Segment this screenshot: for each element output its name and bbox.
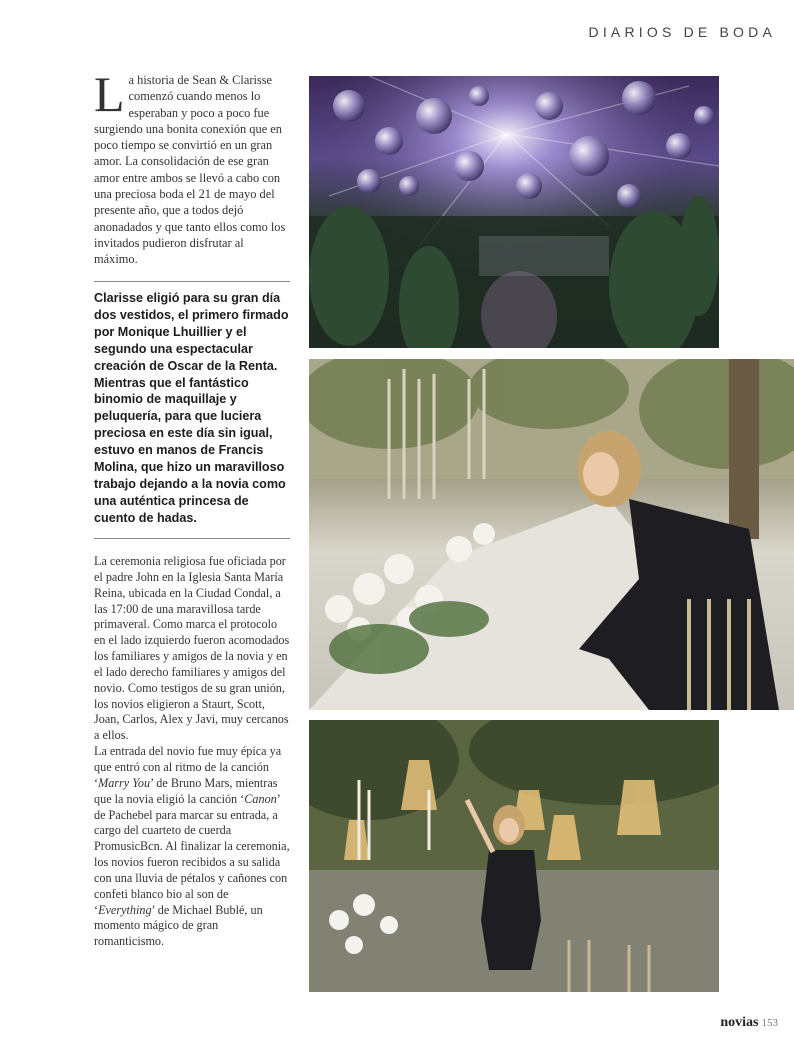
page-footer (720, 1015, 778, 1031)
divider-top (94, 281, 290, 282)
drop-cap: L (94, 66, 125, 122)
body-text-segment: ’ de Bruno Mars, mientras que la novia eligió la canción ‘ (94, 775, 278, 806)
body-text-segment: ’ de Pachebel para marcar su entrada, a cargo del cuarteto de cuerda PromusicBcn. Al finalizar la ceremonia, los novios fueron recibidos a su salida con una lluvia de pétalos y cañones con confeti blanco bio al son de ‘ (94, 791, 290, 917)
photo-chandeliers (309, 720, 719, 992)
body-paragraph-2 (94, 744, 290, 950)
song-title-2: Canon (244, 791, 277, 806)
photo-chandeliers-art (309, 720, 719, 992)
divider-bottom (94, 538, 290, 539)
section-title: DIARIOS DE BODA (588, 24, 776, 40)
song-title-1: Marry You (98, 775, 151, 790)
photo-disco-ceiling (309, 76, 719, 348)
body-text-segment: La entrada del novio fue muy épica ya que entró con al ritmo de la canción ‘ (94, 744, 282, 790)
intro-text: a historia de Sean & Clarisse comenzó cuando menos lo esperaban y poco a poco fue surgiendo una bonita conexión que en poco tiempo se convirtió en un gran amor. La consolidación de ese gran amor entre ambos se llevó a cabo con una preciosa boda el 21 de mayo del presente año, que a todos dejó anonadados y que tanto ellos como los invitados pudieron disfrutar al máximo. (94, 73, 286, 267)
magazine-brand: novias (720, 1015, 759, 1030)
body-text (94, 554, 290, 950)
photo-table-setting (309, 359, 794, 710)
intro-paragraph (94, 66, 290, 268)
page-number: 153 (761, 1017, 778, 1029)
photo-table-setting-art (309, 359, 794, 710)
body-paragraph-1: La ceremonia religiosa fue oficiada por el padre John en la Iglesia Santa María Reina, ubicada en la Ciudad Condal, a las 17:00 de una maravillosa tarde primaveral. Como marca el protocolo en el lado izquierdo fueron acomodados los familiares y amigos de la novia y en el lado derecho familiares y amigos del novio. Como testigos de su gran unión, los novios eligieron a Staurt, Scott, Joan, Carlos, Alex y Javi, muy cercanos a ellos. (94, 554, 290, 743)
photo-disco-ceiling-art (309, 76, 719, 348)
song-title-3: Everything (98, 902, 152, 917)
pull-quote: Clarisse eligió para su gran día dos vestidos, el primero firmado por Monique Lhuillier y el segundo una espectacular creación de Oscar de la Renta. Mientras que el fantástico binomio de maquillaje y peluquería, para que luciera preciosa en este día sin igual, estuvo en manos de Francis Molina, que hizo un maravilloso trabajo dejando a la novia como una auténtica princesa de cuento de hadas. (94, 291, 289, 525)
body-text-segment: ’ de Michael Bublé, un momento mágico de gran romanticismo. (94, 902, 263, 949)
